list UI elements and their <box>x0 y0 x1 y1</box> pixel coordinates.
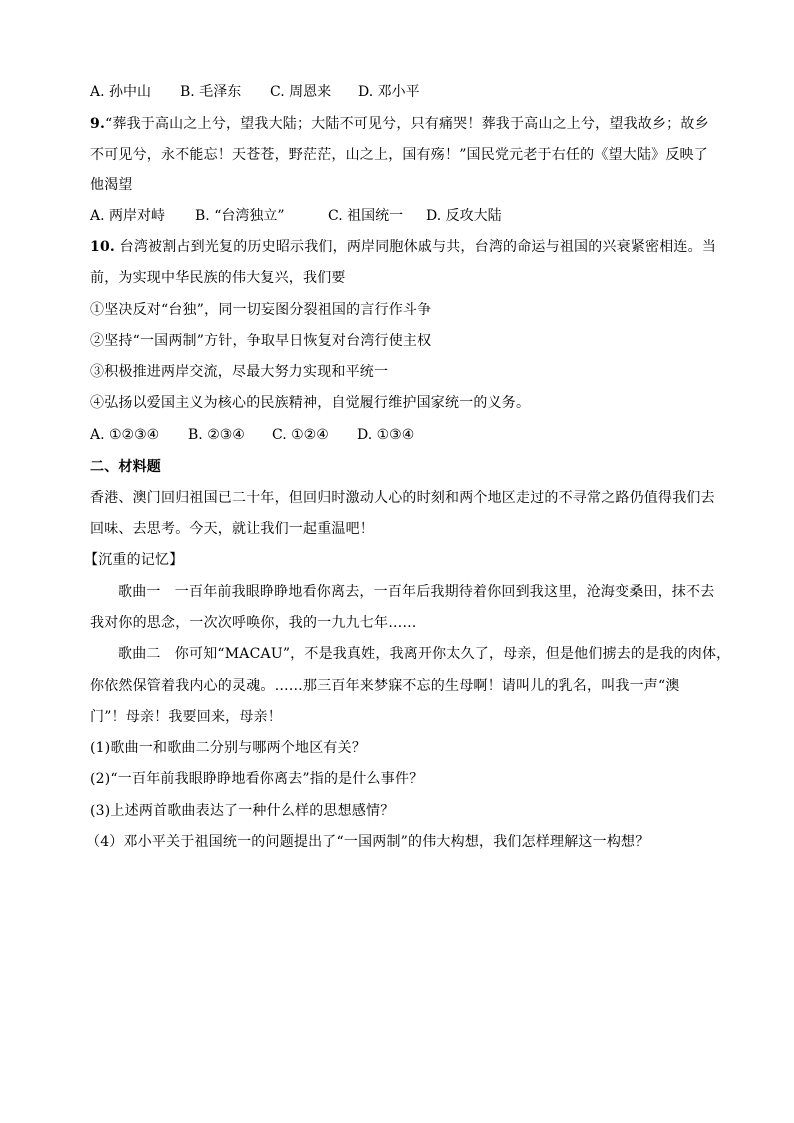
q10-option-c: C. ①②④ <box>272 427 329 443</box>
q10-number: 10. <box>90 239 115 255</box>
question-4: （4）邓小平关于祖国统一的问题提出了“一国两制”的伟大构想，我们怎样理解这一构想？ <box>86 834 650 850</box>
song2-line-3: 门”！母亲！我要回来，母亲！ <box>90 709 282 725</box>
section-title: 二、材料题 <box>90 459 161 475</box>
question-2: (2)“一百年前我眼睁睁地看你离去”指的是什么事件？ <box>90 771 424 787</box>
q10-item-1: ①坚决反对“台独”，同一切妄图分裂祖国的言行作斗争 <box>90 302 432 318</box>
question-1: (1)歌曲一和歌曲二分别与哪两个地区有关？ <box>90 740 367 756</box>
q10-item-2: ②坚持“一国两制”方针，争取早日恢复对台湾行使主权 <box>90 333 432 349</box>
q10-item-3: ③积极推进两岸交流，尽最大努力实现和平统一 <box>90 364 389 380</box>
q10-option-a: A. ①②③④ <box>90 427 160 443</box>
q9-option-b: B. “台湾独立” <box>195 208 285 224</box>
q8-option-c: C. 周恩来 <box>270 84 332 100</box>
q9-option-c: C. 祖国统一 <box>328 208 404 224</box>
q8-option-d: D. 邓小平 <box>358 84 420 100</box>
song2-line-2: 你依然保管着我内心的灵魂。……那三百年来梦寐不忘的生母啊！请叫儿的乳名，叫我一声“澳 <box>90 678 680 694</box>
q9-stem-line-3: 他渴望 <box>90 177 133 193</box>
question-3: (3)上述两首歌曲表达了一种什么样的思想感情？ <box>90 803 395 819</box>
song1-line-2: 我对你的思念，一次次呼唤你，我的一九九七年…… <box>90 615 417 631</box>
q8-option-a: A. 孙中山 <box>90 84 152 100</box>
q9-number: 9. <box>90 116 106 132</box>
section-intro-line-2: 回味、去思考。今天，就让我们一起重温吧！ <box>90 521 374 537</box>
q10-stem-line-1: 10. 台湾被割占到光复的历史昭示我们，两岸同胞休戚与共，台湾的命运与祖国的兴衰紧密相连。当 <box>90 239 717 255</box>
q9-option-d: D. 反攻大陆 <box>426 208 502 224</box>
q9-stem-line-1: 9.“葬我于高山之上兮，望我大陆；大陆不可见兮，只有痛哭！葬我于高山之上兮，望我故乡；故乡 <box>90 116 709 132</box>
subheading: 【沉重的记忆】 <box>84 552 184 568</box>
q9-stem-line-2: 不可见兮，永不能忘！天苍苍，野茫茫，山之上，国有殇！”国民党元老于右任的《望大陆》反映了 <box>90 147 708 163</box>
q10-item-4: ④弘扬以爱国主义为核心的民族精神，自觉履行维护国家统一的义务。 <box>90 395 531 411</box>
q10-stem-line-2: 前，为实现中华民族的伟大复兴，我们要 <box>90 270 346 286</box>
q10-option-d: D. ①③④ <box>357 427 415 443</box>
q10-option-b: B. ②③④ <box>188 427 245 443</box>
song1-line-1: 歌曲一 一百年前我眼睁睁地看你离去，一百年后我期待着你回到我这里，沧海变桑田，抹不去 <box>118 584 715 600</box>
q9-option-a: A. 两岸对峙 <box>90 208 166 224</box>
section-intro-line-1: 香港、澳门回归祖国已二十年，但回归时激动人心的时刻和两个地区走过的不寻常之路仍值得我们去 <box>90 490 715 506</box>
q8-option-b: B. 毛泽东 <box>180 84 242 100</box>
song2-line-1: 歌曲二 你可知“MACAU”，不是我真姓，我离开你太久了，母亲，但是他们掳去的是我的肉体， <box>118 646 731 662</box>
